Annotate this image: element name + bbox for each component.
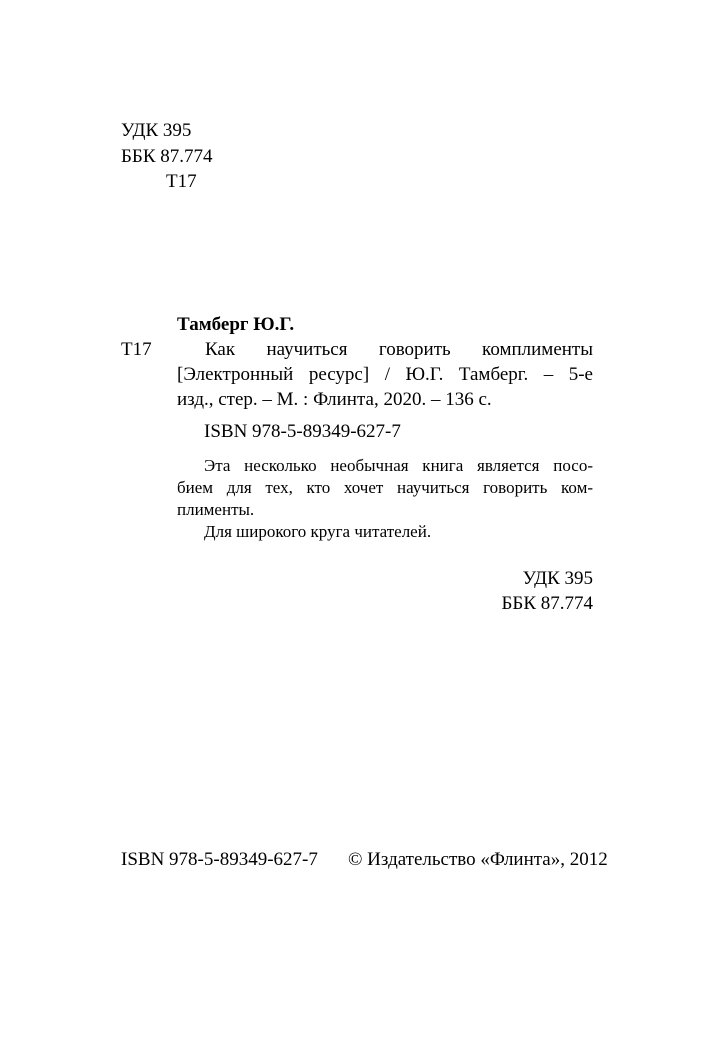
record-author-code: Т17 xyxy=(121,339,152,360)
annotation-audience: Для широкого круга читателей. xyxy=(204,522,432,541)
header-udk: УДК 395 xyxy=(121,120,192,141)
annotation-line: плименты. xyxy=(177,500,255,519)
bib-line: [Электронный ресурс] / Ю.Г. Тамберг. – 5-е xyxy=(177,364,593,385)
annotation-line: Эта несколько необычная книга является посо- xyxy=(204,456,593,475)
annotation-line: бием для тех, кто хочет научиться говорить ком- xyxy=(177,478,593,497)
record-isbn: ISBN 978-5-89349-627-7 xyxy=(204,421,401,442)
record-author: Тамберг Ю.Г. xyxy=(177,314,295,335)
footer-isbn: ISBN 978-5-89349-627-7 xyxy=(121,849,318,870)
header-bbk: ББК 87.774 xyxy=(121,146,213,167)
bib-line: Как научиться говорить комплименты xyxy=(205,339,593,360)
footer-copyright: © Издательство «Флинта», 2012 xyxy=(348,849,608,870)
record-udk: УДК 395 xyxy=(522,568,593,589)
bib-line: изд., стер. – М. : Флинта, 2020. – 136 с. xyxy=(177,389,492,410)
header-author-code: Т17 xyxy=(166,171,197,192)
record-bbk: ББК 87.774 xyxy=(501,593,593,614)
